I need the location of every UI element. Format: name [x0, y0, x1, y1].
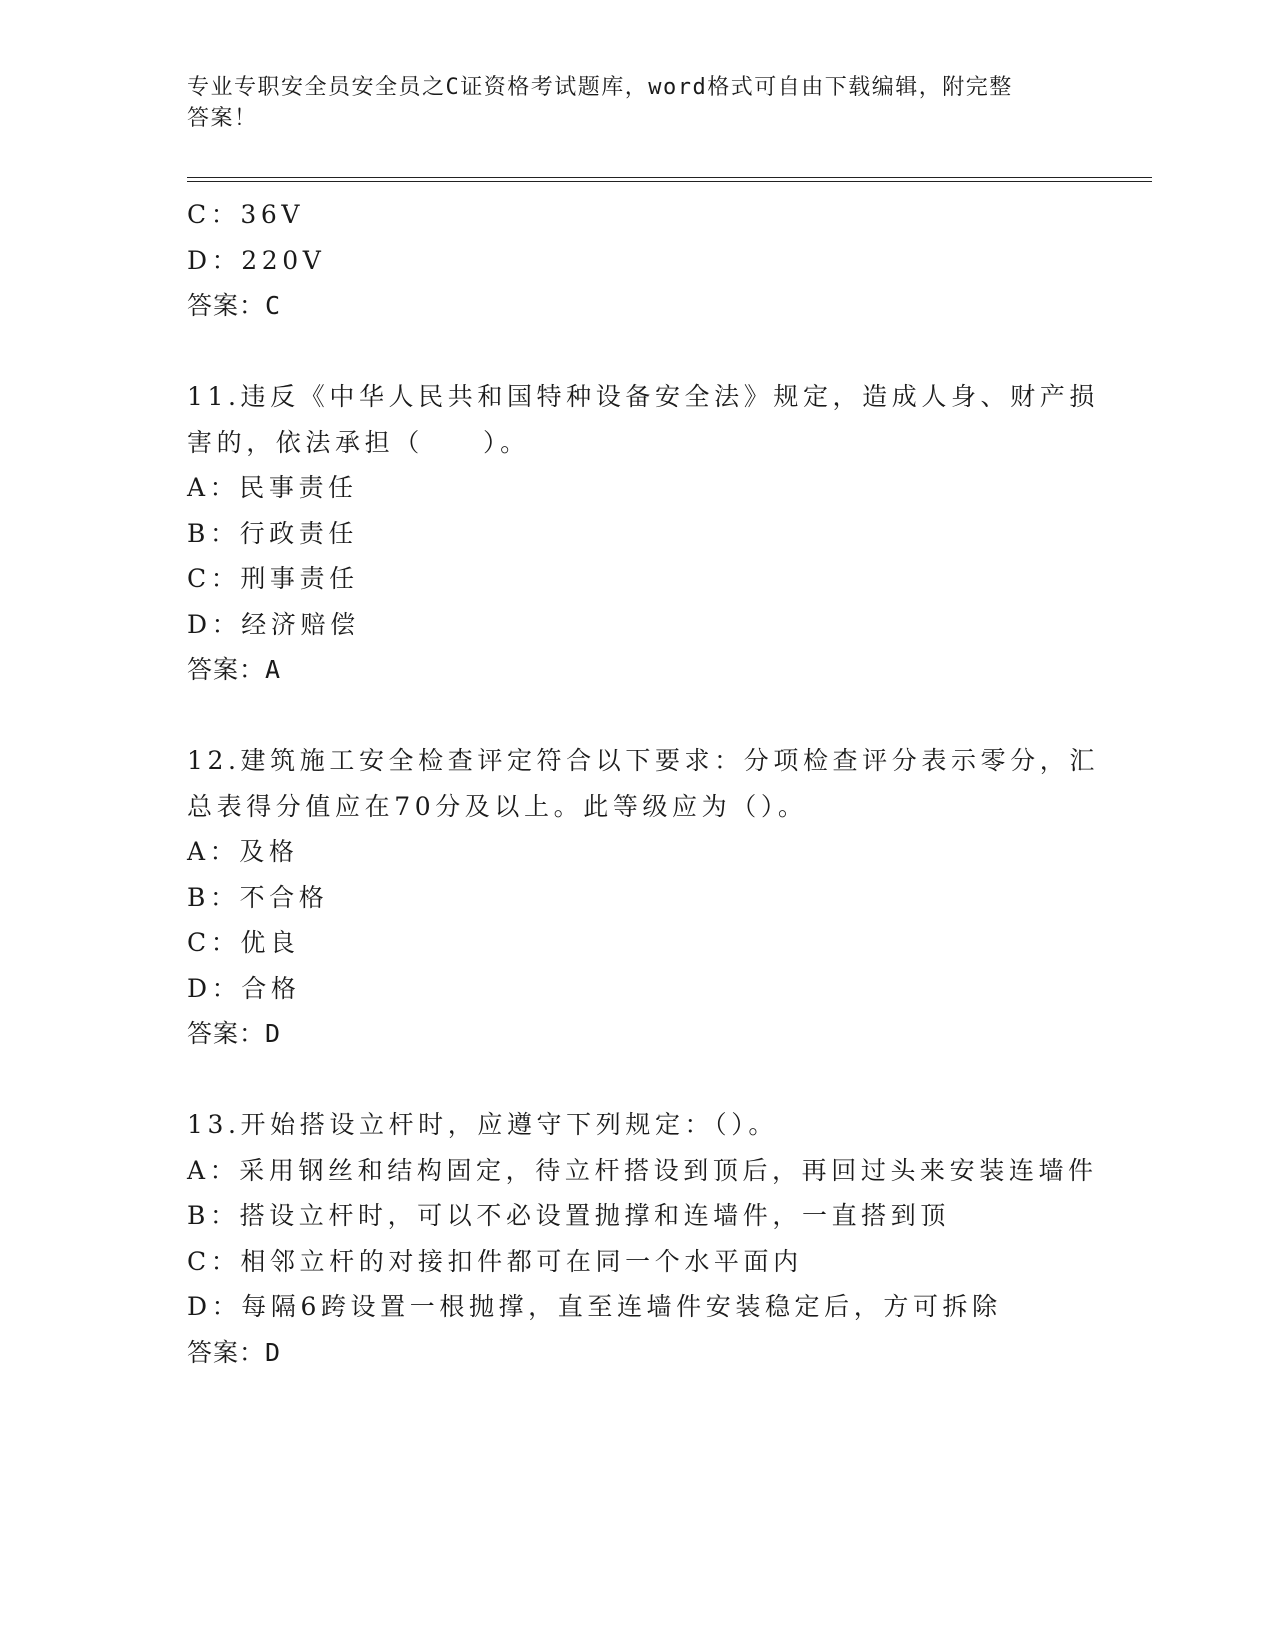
question-content: [187, 192, 1147, 1375]
header-divider-bottom: [187, 181, 1152, 182]
option-a: A：采用钢丝和结构固定，待立杆搭设到顶后，再回过头来安装连墙件: [187, 1155, 1098, 1185]
question-12: [187, 738, 1147, 1057]
question-11: [187, 374, 1147, 693]
option-d: D：每隔6跨设置一根抛撑，直至连墙件安装稳定后，方可拆除: [187, 1292, 1002, 1321]
question-text-line: 12.建筑施工安全检查评定符合以下要求：分项检查评分表示零分，汇: [187, 746, 1099, 775]
option-b: B：不合格: [187, 882, 329, 912]
document-header: [187, 72, 1087, 134]
header-line-2: 答案！: [187, 106, 258, 131]
header-line-1: 专业专职安全员安全员之C证资格考试题库，word格式可自由下载编辑，附完整: [187, 75, 1013, 100]
question-text-line: 13.开始搭设立杆时，应遵守下列规定：（）。: [187, 1110, 778, 1139]
spacer: [187, 329, 1147, 375]
answer-line: 答案：C: [187, 291, 282, 320]
option-a: A：及格: [187, 837, 299, 866]
option-b: B：行政责任: [187, 518, 358, 548]
spacer: [187, 693, 1147, 739]
option-c: C：36V: [187, 200, 304, 229]
option-d: D：220V: [187, 245, 326, 275]
option-d: D：合格: [187, 973, 301, 1003]
question-text-line: 害的，依法承担（ ）。: [187, 427, 530, 457]
answer-line: 答案：A: [187, 655, 282, 684]
answer-line: 答案：D: [187, 1019, 282, 1048]
option-a: A：民事责任: [187, 473, 358, 502]
question-13: [187, 1102, 1147, 1375]
spacer: [187, 1057, 1147, 1103]
answer-line: 答案：D: [187, 1337, 282, 1367]
option-c: C：相邻立杆的对接扣件都可在同一个水平面内: [187, 1246, 803, 1276]
option-c: C：刑事责任: [187, 564, 359, 593]
header-divider-top: [187, 177, 1152, 178]
option-c: C：优良: [187, 928, 300, 957]
question-text-line: 总表得分值应在70分及以上。此等级应为（）。: [187, 791, 808, 821]
option-b: B：搭设立杆时，可以不必设置抛撑和连墙件，一直搭到顶: [187, 1201, 950, 1230]
option-d: D：经济赔偿: [187, 609, 360, 639]
question-text-line: 11.违反《中华人民共和国特种设备安全法》规定，造成人身、财产损: [187, 382, 1099, 411]
partial-question: [187, 192, 1147, 329]
